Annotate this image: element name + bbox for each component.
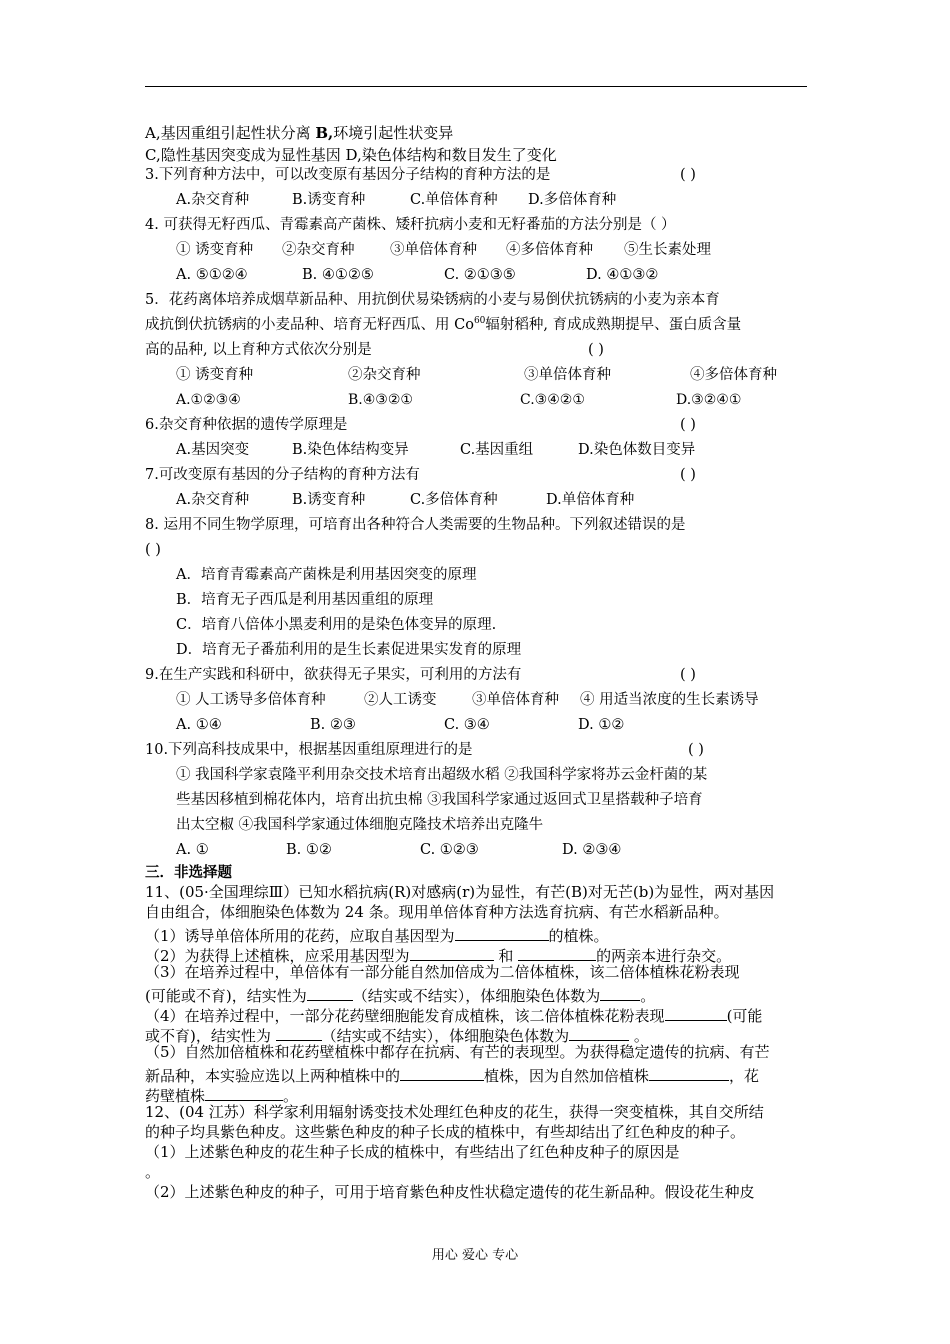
- q11-text: 的两亲本进行杂交。: [596, 947, 732, 965]
- q9-method: ① 人工诱导多倍体育种: [176, 692, 326, 708]
- q11-text: （结实或不结实），体细胞染色体数为: [352, 987, 601, 1005]
- q7-option: B.诱变育种: [292, 492, 366, 508]
- option-b-text: 环境引起性状变异: [333, 124, 454, 142]
- option-d-text: 染色体结构和数目发生了变化: [361, 146, 557, 164]
- q7-bracket: ( ): [680, 467, 696, 483]
- q5-option: D.③②④①: [676, 392, 742, 408]
- q12-line: （1）上述紫色种皮的花生种子长成的植株中，有些结出了红色种皮种子的原因是: [145, 1143, 680, 1161]
- q4-method: ②杂交育种: [282, 242, 355, 258]
- q7-option: A.杂交育种: [176, 492, 250, 508]
- q12-line: 。: [145, 1163, 161, 1181]
- q11-text: 或不育)，结实性为: [145, 1027, 276, 1045]
- q10-bracket: ( ): [688, 742, 704, 758]
- q5-stem-line1: 5．花药离体培养成烟草新品种、用抗倒伏易染锈病的小麦与易倒伏抗锈病的小麦为亲本育: [145, 292, 720, 308]
- q5-bracket: ( ): [588, 342, 604, 358]
- q11-text: (可能或不育)，结实性为: [145, 987, 307, 1005]
- q9-option: B. ②③: [310, 717, 356, 733]
- q9-option: D. ①②: [578, 717, 625, 733]
- answer-blank[interactable]: [569, 1025, 629, 1041]
- q10-body-line: 出太空椒 ④我国科学家通过体细胞克隆技术培养出克隆牛: [176, 817, 544, 833]
- q10-body-line: 些基因移植到棉花体内，培育出抗虫棉 ③我国科学家通过返回式卫星搭载种子培育: [176, 792, 703, 808]
- q11-line: （3）在培养过程中，单倍体有一部分能自然加倍成为二倍体植株，该二倍体植株花粉表现: [145, 963, 740, 981]
- q4-option: A. ⑤①②④: [176, 267, 248, 283]
- q4-option: B. ④①②⑤: [302, 267, 374, 283]
- q11-text: （4）在培养过程中，一部分花药壁细胞能发育成植株，该二倍体植株花粉表现: [145, 1007, 665, 1025]
- q8-stem: 8. 运用不同生物学原理，可培育出各种符合人类需要的生物品种。下列叙述错误的是: [145, 517, 686, 533]
- q3-bracket: ( ): [680, 167, 696, 183]
- q11-text: 和: [493, 947, 519, 965]
- q3-option: C.单倍体育种: [410, 192, 498, 208]
- q12-line: （2）上述紫色种皮的种子，可用于培育紫色种皮性状稳定遗传的花生新品种。假设花生种皮: [145, 1183, 755, 1201]
- q5-method: ②杂交育种: [348, 367, 421, 383]
- q11-blank-line: [145, 1065, 759, 1084]
- q11-blank-line: [145, 1005, 762, 1024]
- q6-stem: 6.杂交育种依据的遗传学原理是: [145, 417, 348, 433]
- q11-text: ，花: [729, 1067, 760, 1085]
- q5-option: A.①②③④: [176, 392, 241, 408]
- q11-blank-line: [145, 985, 655, 1004]
- q10-body-line: ① 我国科学家袁隆平利用杂交技术培育出超级水稻 ②我国科学家将苏云金杆菌的某: [176, 767, 708, 783]
- q7-stem: 7.可改变原有基因的分子结构的育种方法有: [145, 467, 420, 483]
- q8-bracket: ( ): [145, 542, 161, 558]
- q6-option: D.染色体数目变异: [578, 442, 696, 458]
- q11-text: （结实或不结实），体细胞染色体数为: [321, 1027, 570, 1045]
- q6-bracket: ( ): [680, 417, 696, 433]
- q9-method: ②人工诱变: [364, 692, 437, 708]
- q4-stem: 4. 可获得无籽西瓜、青霉素高产菌株、矮秆抗病小麦和无籽番茄的方法分别是（ ）: [145, 217, 676, 233]
- q10-stem: 10.下列高科技成果中，根据基因重组原理进行的是: [145, 742, 473, 758]
- option-line-cd: [145, 148, 557, 163]
- q8-option: D．培育无子番茄利用的是生长素促进果实发育的原理: [176, 642, 522, 658]
- q12-line: 的种子均具紫色种皮。这些紫色种皮的种子长成的植株中，有些却结出了红色种皮的种子。: [145, 1123, 746, 1141]
- q6-option: A.基因突变: [176, 442, 250, 458]
- q4-option: D. ④①③②: [586, 267, 659, 283]
- q3-option: A.杂交育种: [176, 192, 250, 208]
- q11-text: 。: [629, 1027, 649, 1045]
- q5-superscript: 60: [473, 316, 486, 327]
- q9-bracket: ( ): [680, 667, 696, 683]
- q9-stem: 9.在生产实践和科研中，欲获得无子果实，可利用的方法有: [145, 667, 522, 683]
- q8-option: B．培育无子西瓜是利用基因重组的原理: [176, 592, 434, 608]
- q3-option: B.诱变育种: [292, 192, 366, 208]
- q5-option: B.④③②①: [348, 392, 413, 408]
- q4-method: ④多倍体育种: [506, 242, 593, 258]
- q4-method: ⑤生长素处理: [624, 242, 711, 258]
- option-b-letter: B,: [315, 124, 334, 142]
- q11-line: （5）自然加倍植株和花药壁植株中都存在抗病、有芒的表现型。为获得稳定遗传的抗病、有芒: [145, 1043, 770, 1061]
- q11-blank-line: [145, 925, 609, 944]
- q4-option: C. ②①③⑤: [444, 267, 516, 283]
- q9-option: C. ③④: [444, 717, 490, 733]
- q11-text: （1）诱导单倍体所用的花药，应取自基因型为: [145, 927, 455, 945]
- q7-option: D.单倍体育种: [546, 492, 635, 508]
- option-c-text: C,隐性基因突变成为显性基因: [145, 146, 346, 164]
- section-title: 三．非选择题: [145, 864, 232, 881]
- q5-stem-line3: 高的品种, 以上育种方式依次分别是: [145, 342, 372, 358]
- q10-option: A. ①: [176, 842, 209, 858]
- option-a-text: A,基因重组引起性状分离: [145, 124, 316, 142]
- header-rule: [145, 86, 807, 87]
- q5-line2-end: 辐射稻种, 育成成熟期提早、蛋白质含量: [485, 317, 742, 333]
- q11-line: 11、(05·全国理综Ⅲ）已知水稻抗病(R)对感病(r)为显性，有芒(B)对无芒(b)为显性，两对基因: [145, 883, 775, 901]
- page-footer: 用心 爱心 专心: [431, 1248, 519, 1263]
- q11-text: 的植株。: [548, 927, 609, 945]
- q11-blank-line: [145, 1085, 298, 1104]
- q10-option: C. ①②③: [420, 842, 479, 858]
- q9-method: ④ 用适当浓度的生长素诱导: [580, 692, 759, 708]
- q5-method: ① 诱变育种: [176, 367, 254, 383]
- q11-text: 药壁植株: [145, 1087, 206, 1105]
- q5-option: C.③④②①: [520, 392, 585, 408]
- q11-text: (可能: [726, 1007, 763, 1025]
- q10-option: D. ②③④: [562, 842, 622, 858]
- q3-stem: 3.下列育种方法中，可以改变原有基因分子结构的育种方法的是: [145, 167, 551, 183]
- q11-blank-line: [145, 945, 731, 964]
- q11-blank-line: [145, 1025, 649, 1044]
- q7-option: C.多倍体育种: [410, 492, 498, 508]
- q10-option: B. ①②: [286, 842, 332, 858]
- q5-method: ④多倍体育种: [690, 367, 777, 383]
- answer-blank[interactable]: [307, 985, 353, 1001]
- q6-option: C.基因重组: [460, 442, 534, 458]
- q11-text: （2）为获得上述植株，应采用基因型为: [145, 947, 410, 965]
- q5-line2-start: 成抗倒伏抗锈病的小麦品种、培育无籽西瓜、用 Co: [145, 317, 474, 333]
- answer-blank[interactable]: [600, 985, 640, 1001]
- q8-option: C．培育八倍体小黑麦利用的是染色体变异的原理.: [176, 617, 497, 633]
- answer-blank[interactable]: [665, 1005, 727, 1021]
- q11-text: 植株，因为自然加倍植株: [484, 1067, 650, 1085]
- q12-line: 12、(04 江苏）科学家利用辐射诱变技术处理红色种皮的花生，获得一突变植株，其自交所结: [145, 1103, 764, 1121]
- answer-blank[interactable]: [205, 1085, 283, 1101]
- q9-method: ③单倍体育种: [472, 692, 559, 708]
- q6-option: B.染色体结构变异: [292, 442, 409, 458]
- q4-method: ① 诱变育种: [176, 242, 254, 258]
- option-d-letter: D,: [345, 146, 362, 164]
- answer-blank[interactable]: [455, 925, 549, 941]
- q5-method: ③单倍体育种: [524, 367, 611, 383]
- q4-method: ③单倍体育种: [390, 242, 477, 258]
- answer-blank[interactable]: [649, 1065, 729, 1081]
- q11-text: 新品种，本实验应选以上两种植株中的: [145, 1067, 401, 1085]
- q11-text: 。: [640, 987, 656, 1005]
- q8-option: A．培育青霉素高产菌株是利用基因突变的原理: [176, 567, 477, 583]
- answer-blank[interactable]: [400, 1065, 484, 1081]
- q11-text: 。: [283, 1087, 299, 1105]
- answer-blank[interactable]: [410, 945, 494, 961]
- q11-line: 自由组合，体细胞染色体数为 24 条。现用单倍体育种方法选育抗病、有芒水稻新品种。: [145, 903, 729, 921]
- q5-stem-line2: [145, 318, 741, 333]
- q9-option: A. ①④: [176, 717, 222, 733]
- option-line-ab: [145, 126, 453, 141]
- answer-blank[interactable]: [276, 1025, 322, 1041]
- q3-option: D.多倍体育种: [528, 192, 617, 208]
- answer-blank[interactable]: [518, 945, 596, 961]
